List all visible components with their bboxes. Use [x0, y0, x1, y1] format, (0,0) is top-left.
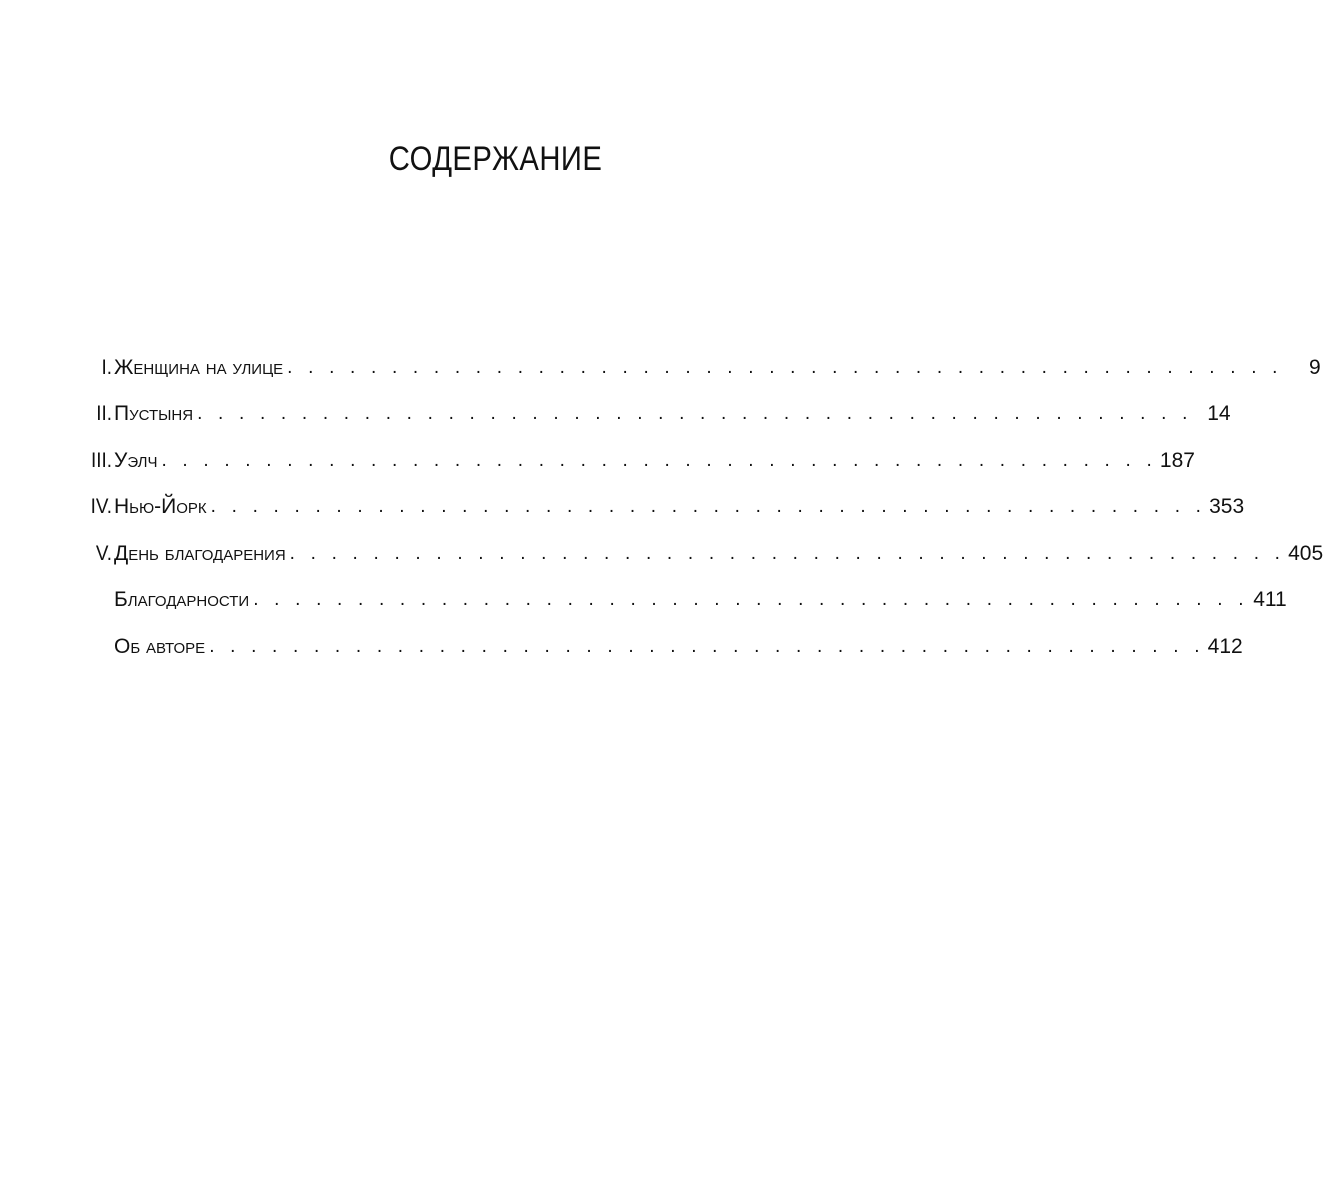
toc-leader-dots: . . . . . . . . . . . . . . . . . . . . . . . . . . . . . . . . . . . . . . . . . . . . . . . .	[253, 589, 1249, 611]
toc-entry-page: 187	[1159, 448, 1195, 472]
toc-entry-page: 353	[1209, 495, 1245, 519]
toc-entry-title: День благодарения	[114, 541, 286, 565]
toc-leader-dots: . . . . . . . . . . . . . . . . . . . . . . . . . . . . . . . . . . . . . . . . . . . . . . . .	[289, 542, 1286, 564]
toc-leader-dots: . . . . . . . . . . . . . . . . . . . . . . . . . . . . . . . . . . . . . . . . . . . . . . . .	[197, 403, 1193, 425]
toc-entry-number: II.	[96, 402, 112, 426]
page-title: СОДЕРЖАНИЕ	[388, 140, 602, 178]
toc-entry	[80, 344, 1321, 391]
toc-entry-page: 14	[1207, 402, 1231, 426]
toc-entry-page: 411	[1253, 588, 1287, 612]
toc-entry	[80, 484, 1245, 531]
toc-entry-page: 9	[1308, 355, 1321, 379]
toc-entry	[80, 437, 1195, 484]
toc-entry-title: Об авторе	[114, 634, 206, 658]
toc-entry	[80, 530, 1323, 577]
toc-entry-title: Уэлч	[114, 448, 158, 472]
toc-entry-title: Благодарности	[114, 588, 250, 612]
toc-entry	[80, 391, 1231, 438]
toc-entry-number: I.	[101, 355, 112, 379]
toc-entry-title: Нью-Йорк	[114, 495, 207, 519]
toc-leader-dots: . . . . . . . . . . . . . . . . . . . . . . . . . . . . . . . . . . . . . . . . . . . . . . . .	[161, 449, 1157, 471]
toc-leader-dots: . . . . . . . . . . . . . . . . . . . . . . . . . . . . . . . . . . . . . . . . . . . . . . . .	[209, 635, 1205, 657]
toc-leader-dots: . . . . . . . . . . . . . . . . . . . . . . . . . . . . . . . . . . . . . . . . . . . . . . . .	[287, 356, 1283, 378]
toc-leader-dots: . . . . . . . . . . . . . . . . . . . . . . . . . . . . . . . . . . . . . . . . . . . . . . . .	[210, 496, 1207, 518]
toc-entry	[80, 577, 1287, 624]
toc-entry-page: 405	[1288, 541, 1323, 565]
toc-entry-number: V.	[95, 541, 112, 565]
toc-entry-number: III.	[90, 448, 112, 472]
toc-entry-number: IV.	[90, 495, 112, 519]
toc-entry-title: Женщина на улице	[114, 355, 284, 379]
toc-entry	[80, 623, 1243, 670]
toc-entry-title: Пустыня	[114, 402, 194, 426]
table-of-contents	[80, 344, 1323, 670]
toc-entry-page: 412	[1207, 634, 1243, 658]
